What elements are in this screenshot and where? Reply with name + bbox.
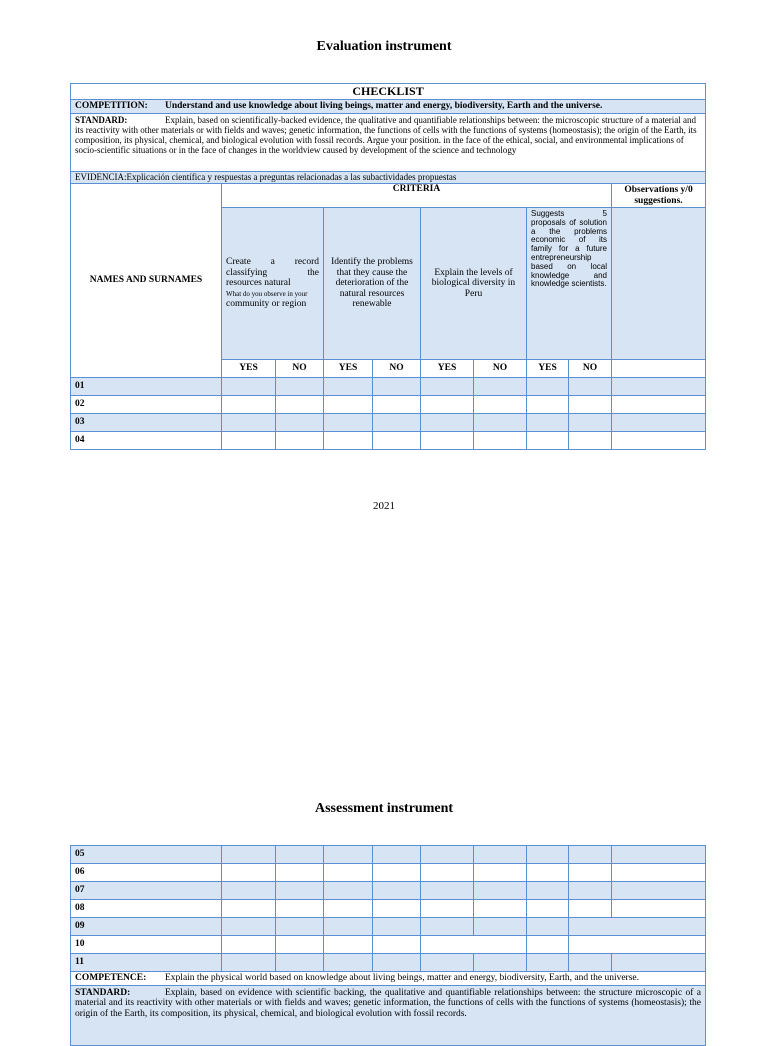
competition-text: Understand and use knowledge about living beings, matter and energy, biodiversity, Earth and the universe.	[165, 101, 603, 112]
no-header: NO	[276, 360, 324, 378]
criterion-3: Explain the levels of biological diversity in Peru	[421, 208, 527, 360]
table-row	[71, 432, 706, 450]
standard-text-2: Explain, based on evidence with scientific backing, the qualitative and quantifiable relationships between: the structure microscopic of a material and its reactivity with other materials or with fields and waves; genetic information, the functions of cells with the functions of systems (homeostasis); the origin of the Earth, its composition, its physical, chemical, and biological evolution with fossil records.	[75, 988, 701, 1019]
table-row	[71, 846, 706, 864]
row-number: 08	[71, 900, 222, 918]
criterion-1-text-end: community or region	[226, 299, 307, 310]
evidence-row: EVIDENCIA:Explicación científica y respuestas a preguntas relacionadas a las subactividades propuestas	[71, 172, 706, 184]
table-row	[71, 918, 706, 936]
table-row	[71, 954, 706, 972]
row-number: 04	[71, 432, 222, 450]
row-number: 01	[71, 378, 222, 396]
names-header: NAMES AND SURNAMES	[71, 184, 222, 378]
yes-header: YES	[324, 360, 373, 378]
competence-row	[71, 972, 706, 986]
page-title-2: Assessment instrument	[314, 801, 454, 816]
standard-label: STANDARD:	[75, 115, 128, 125]
criteria-header: CRITERIA	[222, 184, 612, 208]
assessment-table	[70, 845, 706, 1046]
criterion-1	[222, 208, 324, 360]
row-number: 03	[71, 414, 222, 432]
checklist-title: CHECKLIST	[71, 84, 706, 100]
competition-row	[71, 100, 706, 114]
row-number: 09	[71, 918, 222, 936]
competence-label: COMPETENCE:	[75, 973, 147, 984]
no-header: NO	[569, 360, 612, 378]
criterion-2: Identify the problems that they cause the deterioration of the natural resources renewable	[324, 208, 421, 360]
standard-row	[71, 114, 706, 172]
row-number: 05	[71, 846, 222, 864]
observations-header: Observations y/0 suggestions.	[612, 184, 706, 208]
row-number: 10	[71, 936, 222, 954]
row-number: 11	[71, 954, 222, 972]
standard-row-2	[71, 986, 706, 1046]
table-row	[71, 378, 706, 396]
yes-header: YES	[421, 360, 474, 378]
table-row	[71, 864, 706, 882]
no-header: NO	[474, 360, 527, 378]
standard-text: Explain, based on scientifically-backed evidence, the qualitative and quantifiable relationships between: the microscopic structure of a material and its reactivity with other materials or with fields and waves; genetic information, the functions of cells with the functions of systems (homeostasis); the origin of the Earth, its composition, its physical, chemical, and biological evolution with fossil records. Argue your position. in the face of the ethical, social, and environmental implications of socio-scientific situations or in the face of changes in the worldview caused by development of the science and technology	[75, 115, 697, 155]
row-number: 06	[71, 864, 222, 882]
competition-label: COMPETITION:	[75, 101, 148, 112]
table-row	[71, 936, 706, 954]
row-number: 02	[71, 396, 222, 414]
row-number: 07	[71, 882, 222, 900]
criterion-1-text: Create a record classifying the resources natural	[226, 257, 319, 289]
observations-cell	[612, 208, 706, 360]
table-row	[71, 900, 706, 918]
table-row	[71, 882, 706, 900]
year-label: 2021	[373, 500, 395, 512]
standard-label-2: STANDARD:	[75, 988, 131, 998]
yes-header: YES	[527, 360, 569, 378]
checklist-table	[70, 83, 706, 450]
page-title: Evaluation instrument	[316, 39, 452, 54]
criterion-1-subtext: What do you observe in your	[226, 289, 308, 298]
competence-text: Explain the physical world based on knowledge about living beings, matter and energy, biodiversity, Earth, and the universe.	[165, 973, 640, 984]
observations-empty	[612, 360, 706, 378]
table-row	[71, 414, 706, 432]
yes-header: YES	[222, 360, 276, 378]
table-row	[71, 396, 706, 414]
no-header: NO	[373, 360, 421, 378]
criterion-4: Suggests 5 proposals of solution a the problems economic of its family for a future entrepreneurship based on local knowledge and knowledge scientists.	[527, 208, 612, 360]
